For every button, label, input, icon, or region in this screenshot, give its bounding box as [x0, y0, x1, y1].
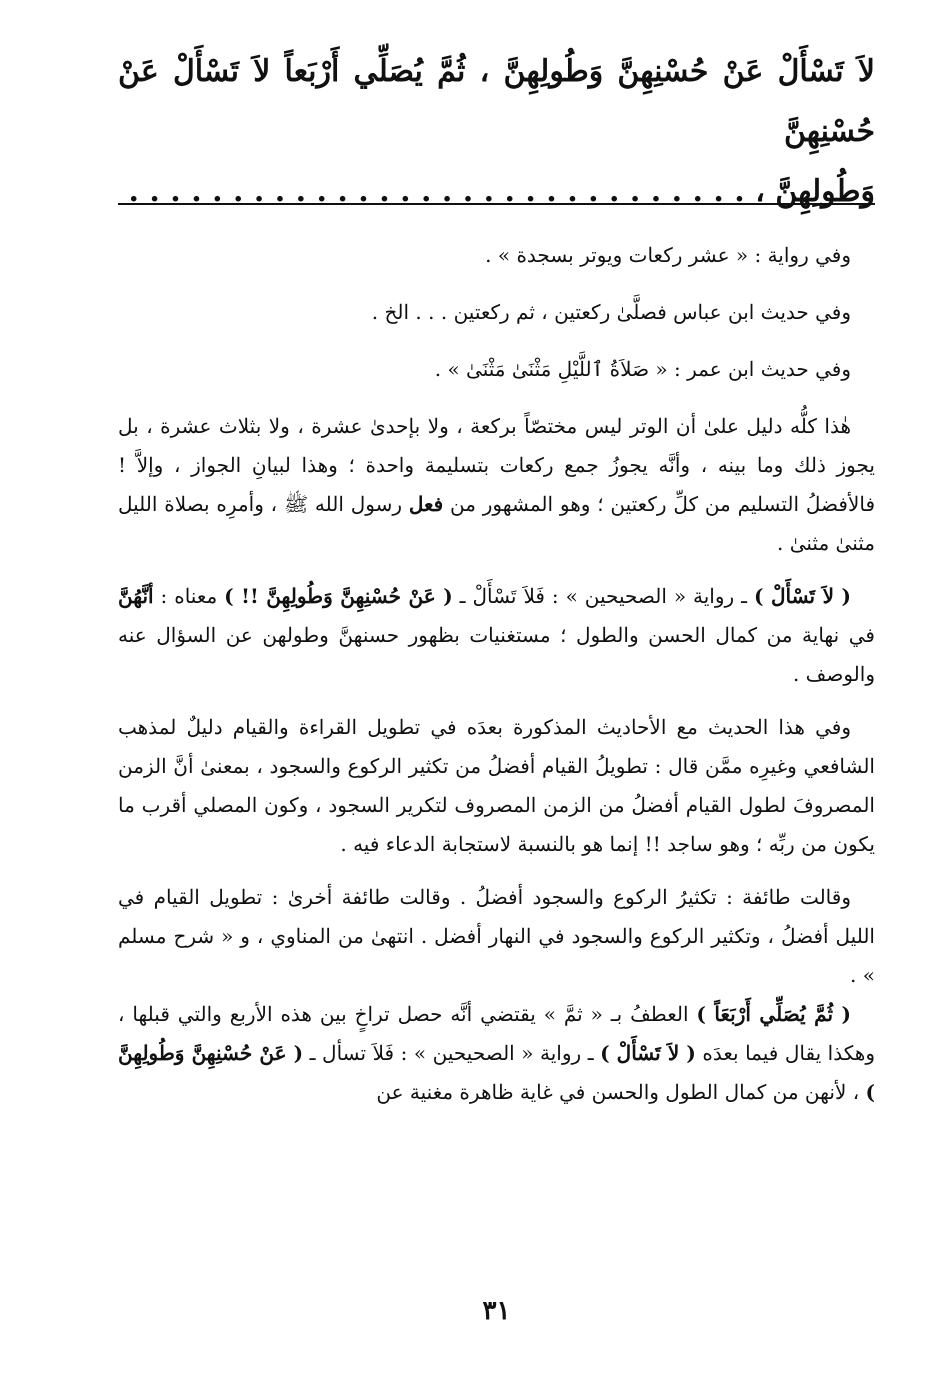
paragraph-5-text-c: في نهاية من كمال الحسن والطول ؛ مستغنيات بظهور حسنهنَّ وطولهن عن السؤال عنه والوصف . — [118, 623, 875, 686]
hadith-line-1: لاَ تَسْأَلْ عَنْ حُسْنِهِنَّ وَطُولِهِنَّ ، ثُمَّ يُصَلِّي أَرْبَعاً لاَ تَسْأَلْ عَنْ حُسْنِهِنَّ — [118, 54, 875, 149]
commentary-text — [118, 236, 875, 1112]
commentary-paragraph-2: وفي حديث ابن عباس فصلَّىٰ ركعتين ، ثم ركعتين . . . الخ . — [371, 300, 851, 324]
commentary-paragraph-5 — [118, 577, 875, 694]
paragraph-8-bold-2: ( لاَ تَسْأَلْ ) — [600, 1041, 696, 1065]
hadith-line-2-text: وَطُولِهِنَّ ، — [744, 174, 875, 209]
hadith-line-2 — [118, 162, 875, 222]
commentary-paragraph-7: وقالت طائفة : تكثيرُ الركوع والسجود أفضلُ . وقالت طائفة أخرىٰ : تطويل القيام في الليل أفضلُ ، وتكثير الركوع والسجود في النهار أفضل . انتهىٰ من المناوي ، و « شرح مسلم » . — [118, 885, 875, 987]
paragraph-5-text-b: معناه : — [153, 584, 225, 608]
ellipsis-dots: . . . . . . . . . . . . . . . . . . . . . . . . . . . . . . — [128, 174, 745, 209]
paragraph-5-bold-3: أنَّهُنَّ — [118, 584, 154, 608]
commentary-paragraph-4 — [118, 407, 875, 563]
commentary-paragraph-3: وفي حديث ابن عمر : « صَلاَةُ ٱللَّيْلِ مَثْنَىٰ مَثْنَىٰ » . — [434, 357, 851, 381]
page-number: ٣١ — [482, 1296, 511, 1326]
paragraph-5-bold-2: ( عَنْ حُسْنِهِنَّ وَطُولِهِنَّ !! ) — [224, 584, 453, 608]
paragraph-4-bold: فعل — [408, 492, 444, 516]
commentary-paragraph-6: وفي هذا الحديث مع الأحاديث المذكورة بعدَه في تطويل القراءة والقيام دليلٌ لمذهب الشافعي وغيرِه ممَّن قال : تطويلُ القيام أفضلُ من تكثير الركوع والسجود ، بمعنىٰ أنَّ الزمن المصروفَ لطول القيام أفضلُ من الزمن المصروف لتكرير السجود ، وكون المصلي أقرب ما يكون من ربِّه ؛ وهو ساجد !! إنما هو بالنسبة لاستجابة الدعاء فيه . — [118, 715, 875, 856]
hadith-text — [118, 42, 875, 222]
paragraph-5-text-a: ـ رواية « الصحيحين » : فَلاَ تَسْأَلْ ـ — [452, 584, 754, 608]
paragraph-8-bold-1: ( ثُمَّ يُصَلِّي أَرْبَعَاً ) — [696, 1002, 851, 1026]
book-page — [118, 0, 875, 1376]
paragraph-8-text-c: ، لأنهن من كمال الطول والحسن في غاية ظاهرة مغنية عن — [376, 1080, 866, 1104]
footnote-separator — [118, 203, 875, 205]
paragraph-5-bold-1: ( لاَ تَسْأَلْ ) — [753, 584, 851, 608]
paragraph-4-text-a: هٰذا كلُّه دليل علىٰ أن الوتر ليس مختصّاً بركعة ، ولا بإحدىٰ عشرة ، ولا بثلاث عشرة ، بل يجوز ذلك وما بينه ، وأنَّه يجوزُ جمع ركعات بتسليمة واحدة ؛ وهذا لبيانِ الجواز ، وإلاَّ ! فالأفضلُ التسليم من كلِّ ركعتين ؛ وهو المشهور من — [118, 414, 875, 516]
paragraph-4-text-b: رسول الله ﷺ ، وأمرِه بصلاة الليل مثنىٰ مثنىٰ . — [118, 492, 875, 555]
commentary-paragraph-1: وفي رواية : « عشر ركعات ويوتر بسجدة » . — [485, 243, 851, 267]
paragraph-8-bold-3: ( عَنْ حُسْنِهِنَّ وَطُولِهِنَّ ) — [118, 1041, 875, 1104]
paragraph-8-text-a: العطفُ بـ « ثمَّ » يقتضي أنَّه حصل تراخٍ بين هذه الأربع والتي قبلها ، وهكذا يقال فيما بعدَه — [118, 1002, 875, 1065]
paragraph-8-text-b: ـ رواية « الصحيحين » : فَلاَ تسأل ـ — [303, 1041, 601, 1065]
commentary-paragraph-8 — [118, 995, 875, 1112]
